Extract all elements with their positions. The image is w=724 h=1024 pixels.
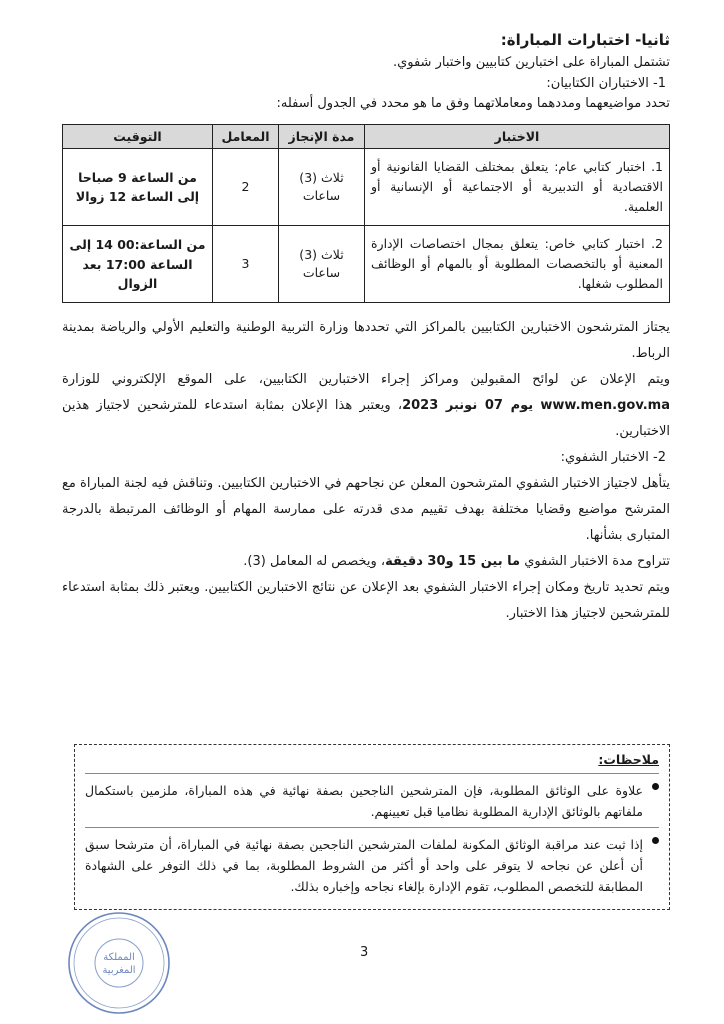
list-item [85, 827, 659, 902]
notes-title: ملاحظات: [598, 752, 659, 767]
oral-duration-range: ما بين 15 و30 دقيقة [385, 554, 521, 570]
header-timing: التوقيت [63, 125, 213, 149]
written-heading: 1- الاختباران الكتابيان: [546, 75, 666, 91]
oral-schedule-paragraph: ويتم تحديد تاريخ ومكان إجراء الاختبار الشفوي بعد الإعلان عن نتائج الاختبارين الكتابيين. ويعتبر ذلك بمثابة استدعاء للمترشحين لاجتياز هذا الاختبار. [62, 580, 670, 622]
announcement-paragraph [62, 367, 670, 445]
exam-description: 2. اختبار كتابي خاص: يتعلق بمجال اختصاصات الإدارة المعنية أو بالتخصصات المطلوبة أو بالمهام أو الوظائف المطلوب شغلها. [365, 226, 670, 303]
ministry-website-link[interactable]: www.men.gov.ma [540, 398, 670, 414]
exam-description: 1. اختبار كتابي عام: يتعلق بمختلف القضايا القانونية أو الاقتصادية أو التدبيرية أو الاجتماعية أو الإنسانية أو العلمية. [365, 149, 670, 226]
oral-duration-text-end: ، ويخصص له المعامل (3). [243, 554, 386, 570]
bullet-icon [652, 783, 659, 790]
exam-coefficient: 2 [213, 149, 279, 226]
header-duration: مدة الإنجاز [279, 125, 365, 149]
note-text: إذا ثبت عند مراقبة الوثائق المكونة لملفات المترشحين الناجحين بصفة نهائية في المباراة، أن مترشحا سبق أن أعلن عن نجاحه لا يتوفر على واحد أو أكثر من الشروط المطلوبة، بما في ذلك التوفر على الشهادة المطابقة للتخصص المطلوب، تقوم الإدارة بإلغاء نجاحه وإخباره بذلك. [85, 836, 643, 895]
document-content [62, 30, 670, 627]
exam-table-header-row [63, 125, 670, 149]
written-intro: تحدد مواضيعهما ومددهما ومعاملاتهما وفق ما هو محدد في الجدول أسفله: [276, 96, 670, 112]
oral-duration-paragraph [62, 549, 670, 575]
exam-table [62, 124, 670, 303]
announcement-date: يوم 07 نونبر 2023 [402, 398, 534, 414]
svg-text:المملكة: المملكة [103, 952, 135, 963]
oral-heading: 2- الاختبار الشفوي: [560, 450, 666, 466]
header-coefficient: المعامل [213, 125, 279, 149]
exam-timing: من الساعة 9 صباحا إلى الساعة 12 زوالا [63, 149, 213, 226]
oral-duration-text: تتراوح مدة الاختبار الشفوي [524, 554, 670, 570]
exam-coefficient: 3 [213, 226, 279, 303]
list-item [85, 773, 659, 827]
announcement-text-end: ، ويعتبر هذا الإعلان بمثابة استدعاء للمترشحين لاجتياز هذين الاختبارين. [62, 398, 670, 440]
table-row [63, 149, 670, 226]
centers-paragraph: يجتاز المترشحون الاختبارين الكتابيين بالمراكز التي تحددها وزارة التربية الوطنية والتعليم الأولي والرياضة بمدينة الرباط. [62, 320, 670, 362]
exam-duration: ثلاث (3) ساعات [279, 149, 365, 226]
note-text: علاوة على الوثائق المطلوبة، فإن المترشحين الناجحين بصفة نهائية في هذه المباراة، ملزمين باستكمال ملفاتهم بالوثائق الإدارية المطلوبة نظاميا قبل تعيينهم. [85, 783, 643, 820]
exam-timing: من الساعة:00 14 إلى الساعة 17:00 بعد الزوال [63, 226, 213, 303]
exam-duration: ثلاث (3) ساعات [279, 226, 365, 303]
section-intro: تشتمل المباراة على اختبارين كتابيين واختبار شفوي. [392, 54, 670, 70]
page-number: 3 [360, 945, 369, 960]
svg-text:المغربية: المغربية [102, 965, 136, 976]
oral-description: يتأهل لاجتياز الاختبار الشفوي المترشحون المعلن عن نجاحهم في الاختبارين الكتابيين. وتناقش فيه لجنة المباراة مع المترشح مواضيع وقضايا مختلفة بهدف تقييم مدى قدرته على ممارسة المهام أو الوظائف المرتبطة بالدرجة المتبارى بشأنها. [62, 476, 670, 544]
table-row [63, 226, 670, 303]
notes-box [74, 744, 670, 910]
header-exam: الاختبار [365, 125, 670, 149]
bullet-icon [652, 837, 659, 844]
section-title: ثانيا- اختبارات المباراة: [500, 31, 670, 49]
announcement-text: ويتم الإعلان عن لوائح المقبولين ومراكز إجراء الاختبارين الكتابيين، على الموقع الإلكتروني للوزارة [62, 372, 670, 388]
official-stamp-icon [64, 908, 174, 1018]
